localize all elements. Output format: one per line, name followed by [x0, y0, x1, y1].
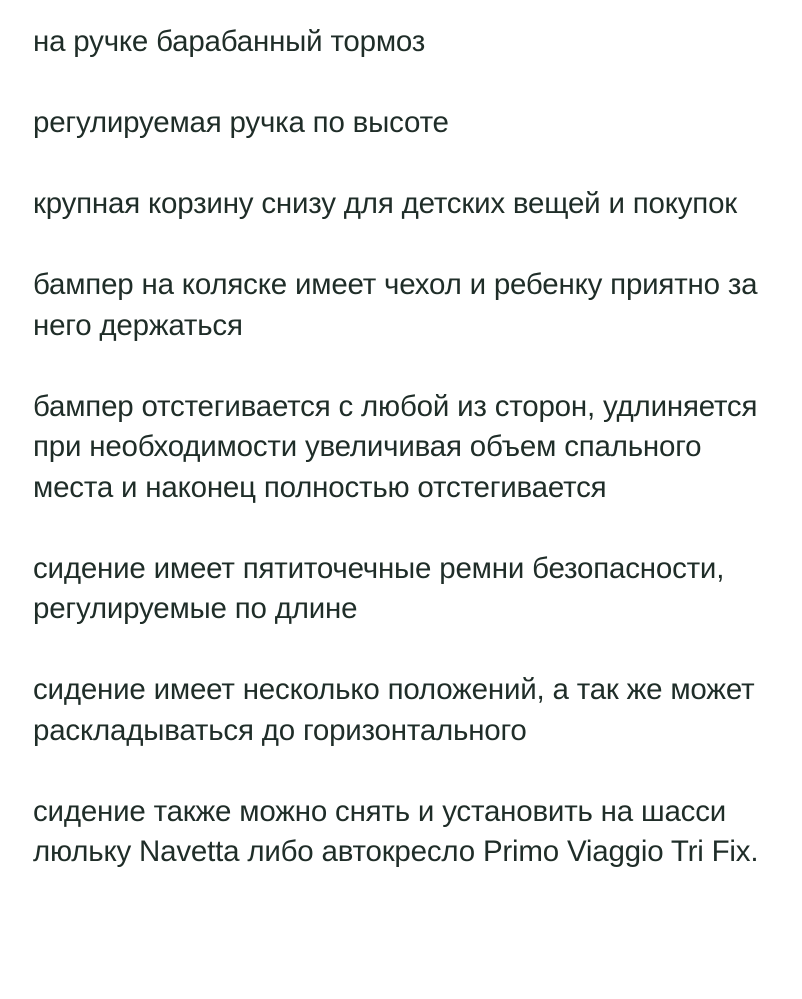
paragraph-bumper-cover: бампер на коляске имеет чехол и ребенку приятно за него держаться: [33, 268, 758, 342]
document-body: [33, 22, 783, 913]
paragraph-seat-harness: сидение имеет пятиточечные ремни безопасности, регулируемые по длине: [33, 551, 725, 625]
paragraph-seat-removable: сидение также можно снять и установить на шасси люльку Navetta либо автокресло Primo Viaggio Tri Fix.: [33, 794, 759, 868]
paragraph-handle-height: регулируемая ручка по высоте: [33, 106, 449, 139]
paragraph-basket: крупная корзину снизу для детских вещей и покупок: [33, 187, 737, 220]
paragraph-seat-positions: сидение имеет несколько положений, а так же может раскладываться до горизонтального: [33, 673, 755, 747]
paragraph-handle-brake: на ручке барабанный тормоз: [33, 25, 426, 58]
paragraph-bumper-detach: бампер отстегивается с любой из сторон, удлиняется при необходимости увеличивая объем спального места и наконец полностью отстегивается: [33, 389, 758, 504]
